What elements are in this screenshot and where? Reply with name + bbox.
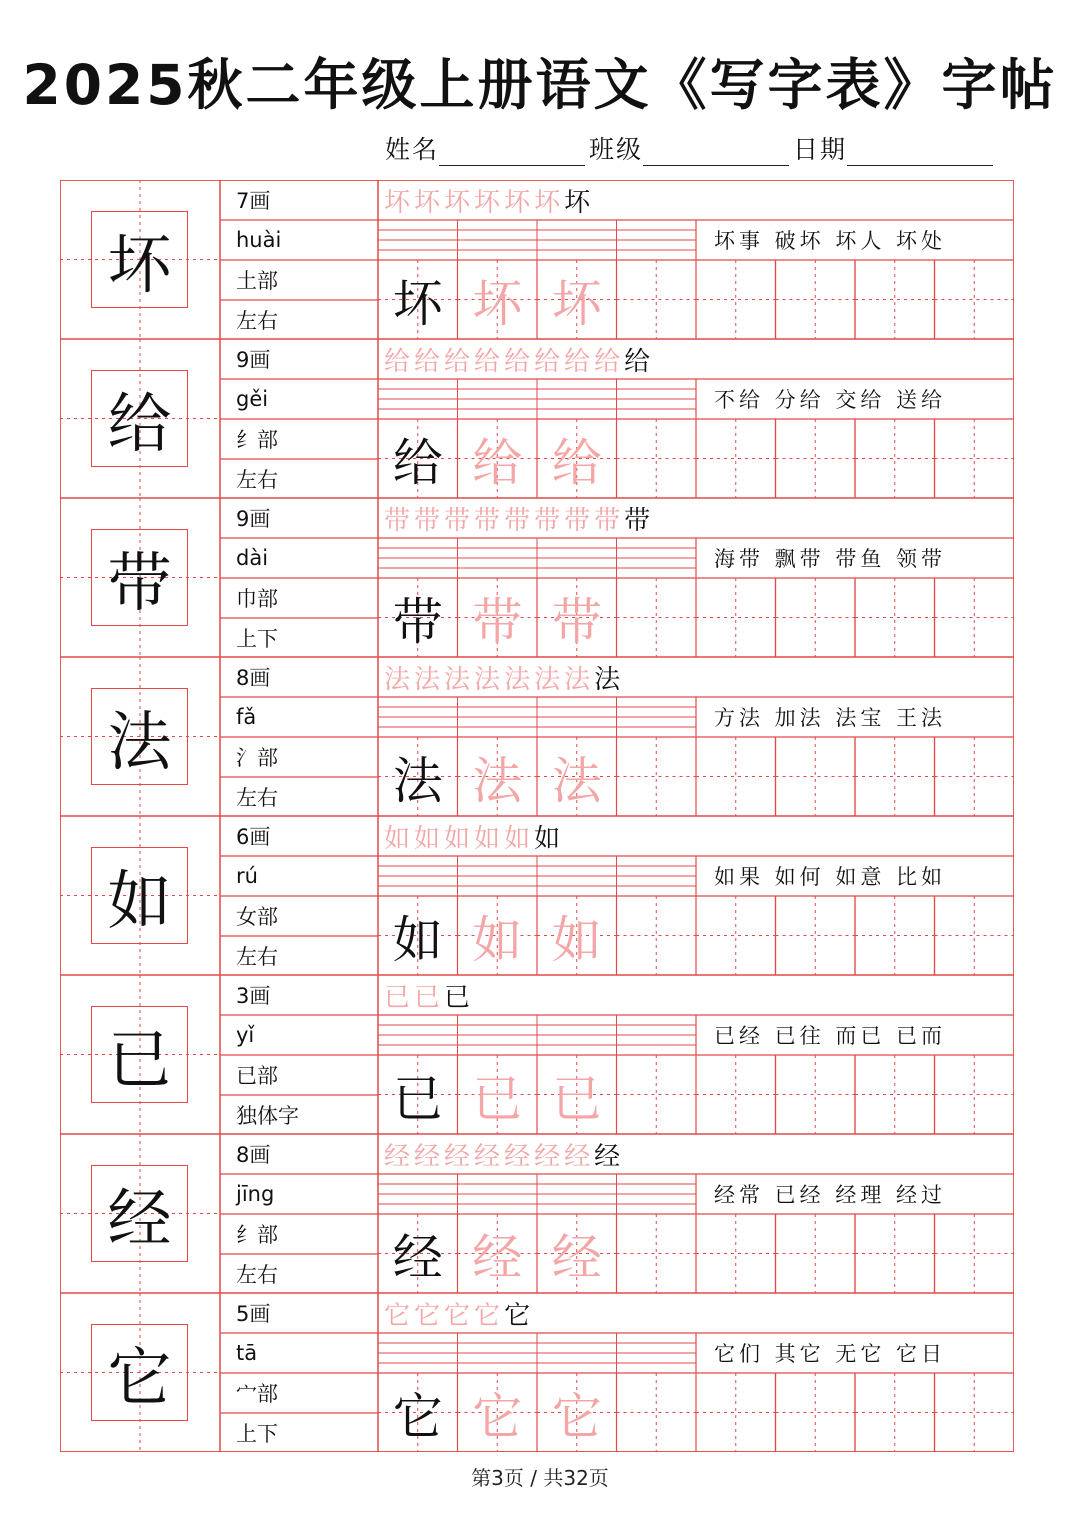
trace-character: 已 <box>472 1069 523 1128</box>
trace-character: 如 <box>472 910 523 969</box>
stroke-step: 它 <box>414 1300 443 1331</box>
practice-cell[interactable] <box>696 419 776 498</box>
stroke-step: 带 <box>474 505 503 536</box>
stroke-step: 坏 <box>474 187 503 218</box>
stroke-count-label: 5画 <box>236 1302 271 1326</box>
practice-cell[interactable] <box>617 1214 697 1293</box>
model-character: 如 <box>392 910 443 969</box>
trace-character: 坏 <box>472 274 523 333</box>
stroke-step: 坏 <box>534 187 563 218</box>
stroke-order <box>378 816 1014 856</box>
main-character: 带 <box>91 529 188 626</box>
main-character: 坏 <box>91 211 188 308</box>
stroke-step: 给 <box>414 346 443 377</box>
stroke-count-label: 8画 <box>236 666 271 690</box>
char-row <box>60 1134 1014 1293</box>
page-title: 2025秋二年级上册语文《写字表》字帖 <box>22 53 1058 117</box>
stroke-step: 给 <box>564 346 593 377</box>
char-row <box>60 180 1014 339</box>
char-row <box>60 339 1014 498</box>
practice-cell[interactable] <box>776 419 856 498</box>
model-character: 已 <box>392 1069 443 1128</box>
date-field[interactable] <box>793 132 997 166</box>
practice-cell[interactable] <box>776 1373 856 1452</box>
example-words: 坏事 破坏 坏人 坏处 <box>714 229 947 253</box>
practice-cell[interactable] <box>855 578 935 657</box>
date-label: 日期 <box>793 135 848 164</box>
stroke-step: 坏 <box>564 187 593 218</box>
practice-cell[interactable] <box>617 896 697 975</box>
stroke-order <box>378 1134 1014 1174</box>
stroke-step: 坏 <box>444 187 473 218</box>
main-character: 已 <box>91 1006 188 1103</box>
structure-label: 左右 <box>236 945 278 969</box>
radical-label: 已部 <box>236 1064 278 1088</box>
model-character: 坏 <box>392 274 443 333</box>
radical-label: 巾部 <box>236 587 278 611</box>
stroke-order <box>378 657 1014 697</box>
stroke-step: 带 <box>534 505 563 536</box>
model-character: 带 <box>392 592 443 651</box>
stroke-step: 法 <box>474 664 503 695</box>
stroke-step: 法 <box>534 664 563 695</box>
pinyin-label: rú <box>236 864 258 888</box>
practice-cell[interactable] <box>935 896 1015 975</box>
trace-character: 如 <box>551 910 602 969</box>
stroke-step: 法 <box>594 664 623 695</box>
name-field[interactable] <box>385 132 589 166</box>
practice-cell[interactable] <box>617 1373 697 1452</box>
stroke-step: 已 <box>384 982 413 1013</box>
structure-label: 独体字 <box>236 1104 299 1128</box>
practice-cell[interactable] <box>696 260 776 339</box>
stroke-step: 它 <box>474 1300 503 1331</box>
stroke-step: 坏 <box>384 187 413 218</box>
stroke-step: 如 <box>384 823 413 854</box>
date-line[interactable] <box>847 137 993 166</box>
stroke-order <box>378 339 1014 379</box>
practice-cell[interactable] <box>696 737 776 816</box>
stroke-step: 已 <box>444 982 473 1013</box>
stroke-step: 带 <box>444 505 473 536</box>
pinyin-label: gěi <box>236 387 269 411</box>
structure-label: 上下 <box>236 1422 278 1446</box>
radical-label: 纟部 <box>236 1223 278 1247</box>
student-info <box>385 132 1025 166</box>
char-row <box>60 1293 1014 1452</box>
main-character: 经 <box>91 1165 188 1262</box>
stroke-step: 经 <box>444 1141 473 1172</box>
practice-cell[interactable] <box>696 1373 776 1452</box>
trace-character: 法 <box>551 751 602 810</box>
trace-character: 给 <box>551 433 602 492</box>
practice-cell[interactable] <box>696 578 776 657</box>
stroke-step: 带 <box>414 505 443 536</box>
practice-sheet <box>60 180 1014 1452</box>
stroke-step: 法 <box>444 664 473 695</box>
stroke-order <box>378 498 1014 538</box>
stroke-step: 法 <box>564 664 593 695</box>
example-words: 海带 飘带 带鱼 领带 <box>714 547 947 571</box>
stroke-count-label: 3画 <box>236 984 271 1008</box>
trace-character: 它 <box>472 1387 523 1446</box>
main-character: 如 <box>91 847 188 944</box>
class-field[interactable] <box>589 132 793 166</box>
name-label: 姓名 <box>385 135 440 164</box>
practice-cell[interactable] <box>696 896 776 975</box>
stroke-step: 给 <box>384 346 413 377</box>
stroke-step: 法 <box>414 664 443 695</box>
model-character: 给 <box>392 433 443 492</box>
stroke-step: 如 <box>504 823 533 854</box>
practice-cell[interactable] <box>617 578 697 657</box>
stroke-order <box>378 180 1014 220</box>
practice-cell[interactable] <box>696 1055 776 1134</box>
stroke-count-label: 8画 <box>236 1143 271 1167</box>
stroke-count-label: 7画 <box>236 189 271 213</box>
practice-cell[interactable] <box>855 1373 935 1452</box>
class-label: 班级 <box>589 135 644 164</box>
page-footer: 第3页 / 共32页 <box>471 1466 609 1490</box>
practice-cell[interactable] <box>935 737 1015 816</box>
trace-character: 经 <box>551 1228 602 1287</box>
example-words: 方法 加法 法宝 王法 <box>714 706 947 730</box>
char-row <box>60 816 1014 975</box>
example-words: 已经 已往 而已 已而 <box>714 1024 947 1048</box>
stroke-step: 给 <box>594 346 623 377</box>
stroke-step: 带 <box>624 505 653 536</box>
practice-cell[interactable] <box>855 1055 935 1134</box>
stroke-step: 已 <box>414 982 443 1013</box>
stroke-step: 法 <box>384 664 413 695</box>
pinyin-label: dài <box>236 546 269 570</box>
pinyin-label: tā <box>236 1341 258 1365</box>
structure-label: 左右 <box>236 468 278 492</box>
practice-cell[interactable] <box>696 1214 776 1293</box>
stroke-step: 如 <box>534 823 563 854</box>
stroke-step: 经 <box>384 1141 413 1172</box>
stroke-step: 经 <box>504 1141 533 1172</box>
model-character: 法 <box>392 751 443 810</box>
stroke-step: 带 <box>594 505 623 536</box>
radical-label: 氵部 <box>236 746 278 770</box>
structure-label: 左右 <box>236 309 278 333</box>
stroke-step: 给 <box>474 346 503 377</box>
stroke-count-label: 6画 <box>236 825 271 849</box>
stroke-step: 坏 <box>504 187 533 218</box>
radical-label: 宀部 <box>236 1382 278 1406</box>
stroke-step: 它 <box>444 1300 473 1331</box>
stroke-step: 法 <box>504 664 533 695</box>
stroke-step: 给 <box>444 346 473 377</box>
practice-cell[interactable] <box>617 737 697 816</box>
stroke-step: 如 <box>444 823 473 854</box>
example-words: 经常 已经 经理 经过 <box>714 1183 947 1207</box>
char-row <box>60 498 1014 657</box>
stroke-step: 带 <box>384 505 413 536</box>
stroke-step: 坏 <box>414 187 443 218</box>
radical-label: 女部 <box>236 905 278 929</box>
practice-cell[interactable] <box>935 1373 1015 1452</box>
stroke-step: 带 <box>504 505 533 536</box>
main-character: 给 <box>91 370 188 467</box>
stroke-order <box>378 1293 1014 1333</box>
trace-character: 坏 <box>551 274 602 333</box>
practice-cell[interactable] <box>935 419 1015 498</box>
stroke-count-label: 9画 <box>236 348 271 372</box>
stroke-step: 给 <box>504 346 533 377</box>
practice-cell[interactable] <box>855 260 935 339</box>
example-words: 它们 其它 无它 它日 <box>714 1342 947 1366</box>
stroke-step: 它 <box>384 1300 413 1331</box>
practice-cell[interactable] <box>935 1055 1015 1134</box>
structure-label: 左右 <box>236 786 278 810</box>
pinyin-label: fǎ <box>236 705 257 729</box>
model-character: 它 <box>392 1387 443 1446</box>
example-words: 如果 如何 如意 比如 <box>714 865 947 889</box>
practice-cell[interactable] <box>855 419 935 498</box>
stroke-step: 经 <box>594 1141 623 1172</box>
structure-label: 上下 <box>236 627 278 651</box>
stroke-step: 给 <box>624 346 653 377</box>
trace-character: 法 <box>472 751 523 810</box>
practice-cell[interactable] <box>855 896 935 975</box>
char-row <box>60 657 1014 816</box>
trace-character: 给 <box>472 433 523 492</box>
main-character: 法 <box>91 688 188 785</box>
model-character: 经 <box>392 1228 443 1287</box>
stroke-step: 经 <box>414 1141 443 1172</box>
practice-cell[interactable] <box>776 260 856 339</box>
name-line[interactable] <box>439 137 585 166</box>
practice-cell[interactable] <box>855 737 935 816</box>
char-row <box>60 975 1014 1134</box>
stroke-step: 经 <box>564 1141 593 1172</box>
stroke-step: 如 <box>474 823 503 854</box>
practice-cell[interactable] <box>935 578 1015 657</box>
stroke-step: 带 <box>564 505 593 536</box>
practice-cell[interactable] <box>617 260 697 339</box>
stroke-step: 经 <box>474 1141 503 1172</box>
practice-cell[interactable] <box>935 260 1015 339</box>
stroke-step: 它 <box>504 1300 533 1331</box>
trace-character: 带 <box>551 592 602 651</box>
practice-cell[interactable] <box>776 578 856 657</box>
stroke-step: 经 <box>534 1141 563 1172</box>
practice-cell[interactable] <box>617 1055 697 1134</box>
practice-cell[interactable] <box>617 419 697 498</box>
trace-character: 经 <box>472 1228 523 1287</box>
trace-character: 带 <box>472 592 523 651</box>
practice-cell[interactable] <box>776 1055 856 1134</box>
pinyin-label: huài <box>236 228 282 252</box>
example-words: 不给 分给 交给 送给 <box>714 388 947 412</box>
practice-cell[interactable] <box>776 1214 856 1293</box>
main-character: 它 <box>91 1324 188 1421</box>
practice-cell[interactable] <box>855 1214 935 1293</box>
stroke-step: 如 <box>414 823 443 854</box>
trace-character: 已 <box>551 1069 602 1128</box>
stroke-step: 给 <box>534 346 563 377</box>
trace-character: 它 <box>551 1387 602 1446</box>
stroke-order <box>378 975 1014 1015</box>
radical-label: 土部 <box>236 269 278 293</box>
practice-cell[interactable] <box>776 896 856 975</box>
class-line[interactable] <box>643 137 789 166</box>
practice-cell[interactable] <box>776 737 856 816</box>
radical-label: 纟部 <box>236 428 278 452</box>
pinyin-label: yǐ <box>236 1023 255 1047</box>
pinyin-label: jīng <box>236 1182 275 1206</box>
practice-cell[interactable] <box>935 1214 1015 1293</box>
stroke-count-label: 9画 <box>236 507 271 531</box>
structure-label: 左右 <box>236 1263 278 1287</box>
